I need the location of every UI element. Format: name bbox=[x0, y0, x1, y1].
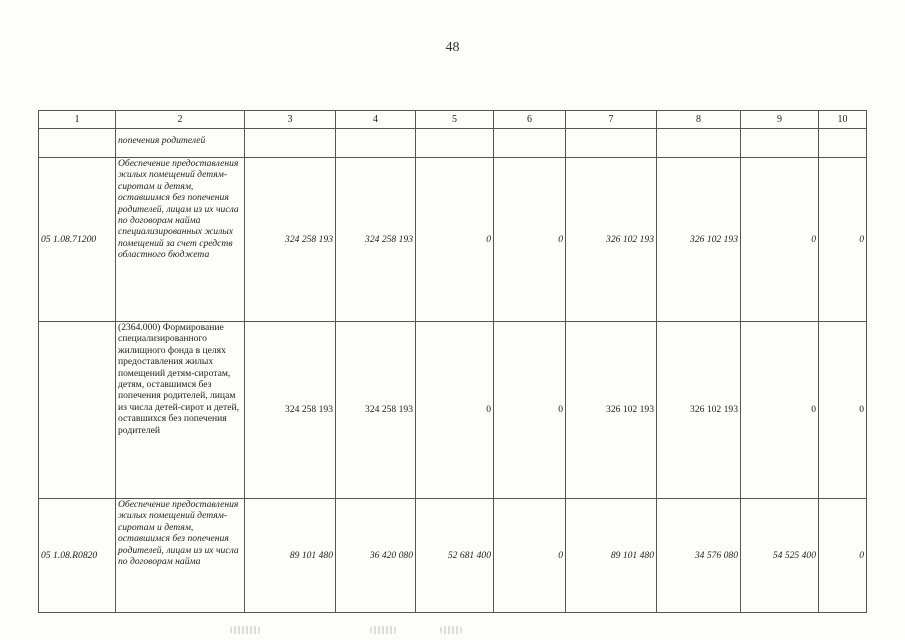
table-cell-code: 05 1.08.R0820 bbox=[39, 499, 116, 613]
table-cell-description: (2364.000) Формирование специализированного жилищного фонда в целях предоставления жилых помещений детям-сиротам, детям, оставшимся без попечения родителей, лицам из числа детей-сирот и детей, оставшихся без попечения родителей bbox=[116, 322, 245, 499]
column-header: 2 bbox=[116, 111, 245, 129]
table-cell-value: 0 bbox=[494, 158, 566, 322]
table-cell-code bbox=[39, 129, 116, 158]
table-cell-code: 05 1.08.71200 bbox=[39, 158, 116, 322]
table-cell-value bbox=[741, 129, 819, 158]
column-header: 6 bbox=[494, 111, 566, 129]
scan-artifact bbox=[370, 626, 396, 634]
budget-table bbox=[38, 110, 867, 613]
table-row bbox=[39, 129, 867, 158]
column-header: 4 bbox=[336, 111, 416, 129]
scan-artifact bbox=[230, 626, 260, 634]
page-number: 48 bbox=[445, 40, 460, 55]
table-cell-value: 89 101 480 bbox=[566, 499, 657, 613]
table-row bbox=[39, 499, 867, 613]
table-cell-value: 0 bbox=[416, 158, 494, 322]
table-cell-value: 326 102 193 bbox=[657, 158, 741, 322]
table-cell-value bbox=[657, 129, 741, 158]
table-cell-value: 0 bbox=[741, 158, 819, 322]
table-cell-value: 326 102 193 bbox=[566, 322, 657, 499]
table-cell-value bbox=[416, 129, 494, 158]
table-cell-value: 36 420 080 bbox=[336, 499, 416, 613]
table-cell-code bbox=[39, 322, 116, 499]
table-row bbox=[39, 322, 867, 499]
table-cell-value: 0 bbox=[416, 322, 494, 499]
table-cell-value: 326 102 193 bbox=[566, 158, 657, 322]
table-row bbox=[39, 158, 867, 322]
table-cell-description: Обеспечение предоставления жилых помещений детям-сиротам и детям, оставшимся без попечения родителей, лицам из их числа по договорам найма bbox=[116, 499, 245, 613]
table-cell-value: 0 bbox=[819, 499, 867, 613]
table-cell-value: 324 258 193 bbox=[336, 158, 416, 322]
table-cell-value bbox=[819, 129, 867, 158]
column-header: 8 bbox=[657, 111, 741, 129]
table-cell-value: 0 bbox=[494, 322, 566, 499]
table-cell-value: 89 101 480 bbox=[245, 499, 336, 613]
column-header: 1 bbox=[39, 111, 116, 129]
table-cell-value bbox=[494, 129, 566, 158]
column-header: 9 bbox=[741, 111, 819, 129]
table-cell-value bbox=[336, 129, 416, 158]
table-cell-value: 0 bbox=[819, 322, 867, 499]
column-header: 5 bbox=[416, 111, 494, 129]
table-cell-description: Обеспечение предоставления жилых помещений детям-сиротам и детям, оставшимся без попечения родителей, лицам из их числа по договорам найма специализированных жилых помещений за счет средств областного бюджета bbox=[116, 158, 245, 322]
column-header: 3 bbox=[245, 111, 336, 129]
column-header: 10 bbox=[819, 111, 867, 129]
table-cell-value bbox=[245, 129, 336, 158]
table-cell-value: 324 258 193 bbox=[245, 158, 336, 322]
table-header-row bbox=[39, 111, 867, 129]
table-cell-value: 52 681 400 bbox=[416, 499, 494, 613]
table-cell-description: попечения родителей bbox=[116, 129, 245, 158]
table-cell-value: 54 525 400 bbox=[741, 499, 819, 613]
table-cell-value: 0 bbox=[819, 158, 867, 322]
table-cell-value bbox=[566, 129, 657, 158]
table-cell-value: 34 576 080 bbox=[657, 499, 741, 613]
table-cell-value: 326 102 193 bbox=[657, 322, 741, 499]
table-cell-value: 324 258 193 bbox=[336, 322, 416, 499]
table-cell-value: 0 bbox=[494, 499, 566, 613]
column-header: 7 bbox=[566, 111, 657, 129]
table-cell-value: 0 bbox=[741, 322, 819, 499]
table-cell-value: 324 258 193 bbox=[245, 322, 336, 499]
scan-artifact bbox=[440, 626, 462, 634]
